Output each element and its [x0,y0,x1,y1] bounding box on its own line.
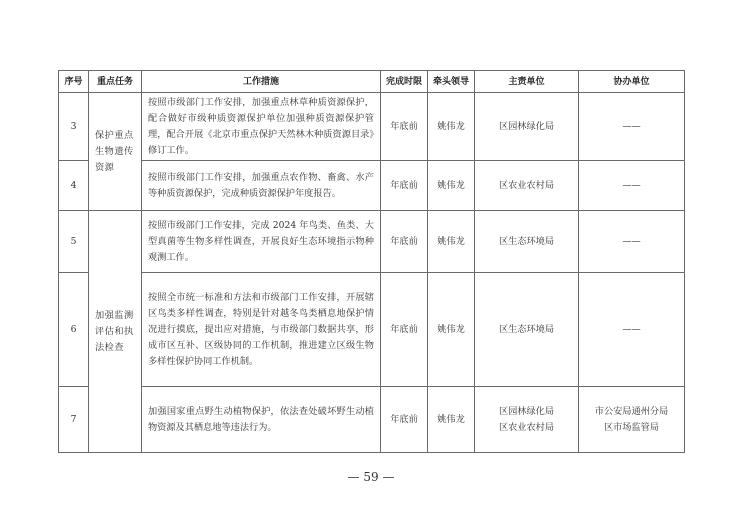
deadline-cell: 年底前 [381,93,428,161]
header-task: 重点任务 [89,71,142,93]
table-row [59,273,685,387]
measure-cell: 按照市级部门工作安排，加强重点农作物、畜禽、水产等种质资源保护，完成种质资源保护年度报告。 [142,161,381,211]
header-measure: 工作措施 [142,71,381,93]
header-row [59,71,685,93]
assist-unit-cell: —— [579,161,685,211]
header-no: 序号 [59,71,89,93]
leader-cell: 姚伟龙 [428,273,475,387]
task-label: 加强监测评估和执法检查 [95,309,134,353]
table-row [59,387,685,453]
table-row [59,211,685,273]
page-number: — 59 — [347,470,395,484]
main-unit-line: 区园林绿化局 [498,405,555,417]
table-row [59,93,685,161]
assist-unit-cell [579,387,685,453]
header-deadline: 完成时限 [381,71,428,93]
row-no: 5 [59,211,89,273]
task-cell [89,211,142,453]
main-unit-cell: 区农业农村局 [475,161,579,211]
table-row [59,161,685,211]
row-no: 3 [59,93,89,161]
leader-cell: 姚伟龙 [428,93,475,161]
measure-cell: 按照市级部门工作安排，完成 2024 年鸟类、鱼类、大型真菌等生物多样性调查，开展良好生态环境指示物种观测工作。 [142,211,381,273]
assist-unit-cell: —— [579,211,685,273]
row-no: 4 [59,161,89,211]
assist-unit-line: 区市场监管局 [603,421,660,433]
leader-cell: 姚伟龙 [428,161,475,211]
assist-unit-cell: —— [579,273,685,387]
leader-cell: 姚伟龙 [428,387,475,453]
task-cell [89,93,142,211]
header-leader: 牵头领导 [428,71,475,93]
measure-cell: 按照全市统一标准和方法和市级部门工作安排，开展辖区鸟类多样性调查，特别是针对越冬鸟类栖息地保护情况进行摸底，提出应对措施，与市级部门数据共享，形成市区互补、区级协同的工作机制，推进建立区级生物多样性保护协同工作机制。 [142,273,381,387]
measure-cell: 按照市级部门工作安排，加强重点林草种质资源保护，配合做好市级种质资源保护单位加强种质资源保护管理，配合开展《北京市重点保护天然林木种质资源目录》修订工作。 [142,93,381,161]
row-no: 7 [59,387,89,453]
row-no: 6 [59,273,89,387]
assist-unit-cell: —— [579,93,685,161]
task-label: 保护重点生物遗传资源 [95,129,134,173]
header-assist-unit: 协办单位 [579,71,685,93]
main-unit-line: 区农业农村局 [498,421,555,433]
deadline-cell: 年底前 [381,273,428,387]
main-unit-cell: 区生态环境局 [475,273,579,387]
header-main-unit: 主责单位 [475,71,579,93]
assist-unit-line: 市公安局通州分局 [594,405,669,417]
main-unit-cell: 区生态环境局 [475,211,579,273]
leader-cell: 姚伟龙 [428,211,475,273]
main-unit-cell: 区园林绿化局 [475,93,579,161]
deadline-cell: 年底前 [381,211,428,273]
main-unit-cell [475,387,579,453]
deadline-cell: 年底前 [381,387,428,453]
measure-cell: 加强国家重点野生动植物保护，依法查处破坏野生动植物资源及其栖息地等违法行为。 [142,387,381,453]
work-measures-table [58,70,685,453]
deadline-cell: 年底前 [381,161,428,211]
